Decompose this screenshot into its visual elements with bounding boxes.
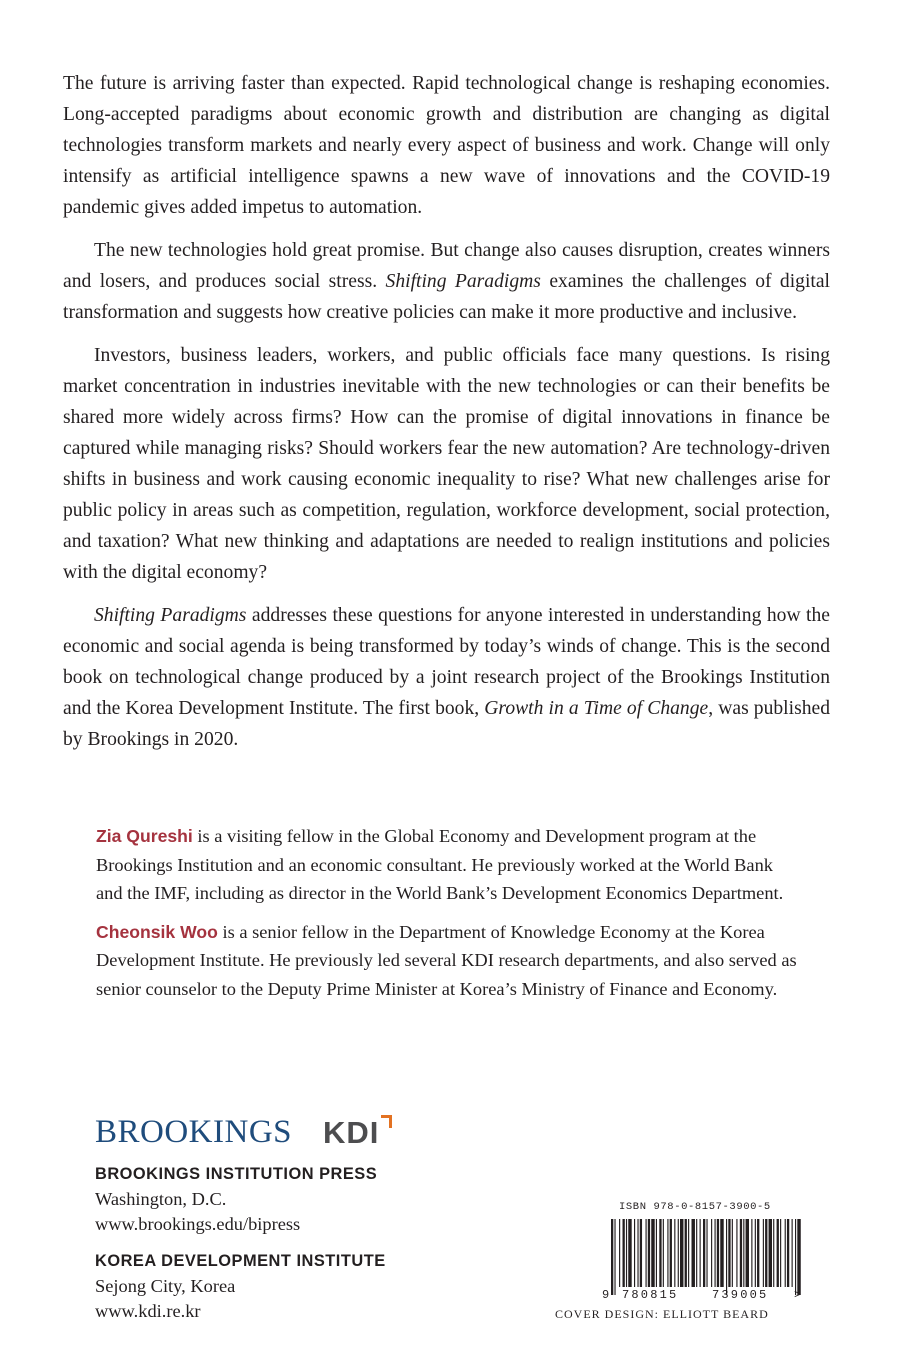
author-name: Zia Qureshi [96, 826, 193, 846]
barcode-bar [787, 1219, 789, 1287]
barcode-bar [670, 1219, 672, 1287]
barcode-bar [780, 1219, 781, 1287]
barcode-bar [651, 1219, 654, 1287]
barcode-bar [728, 1219, 730, 1287]
barcode-bar [692, 1219, 695, 1287]
barcode [611, 1219, 801, 1295]
publisher-brookings [95, 1162, 377, 1237]
barcode-bar [797, 1219, 800, 1295]
blurb-paragraph-3: Investors, business leaders, workers, and public officials face many questions. Is rising market concentration in industries inevitable with the new technologies or can their benefits be shared more widely across firms? How can the promise of digital innovations in finance be captured while managing risks? Should workers fear the new automation? Are technology-driven shifts in business and work causing economic inequality to rise? What new challenges arise for public policy in areas such as competition, regulation, workforce development, social protection, and taxation? What new thinking and adaptations are needed to realign institutions and policies with the digital economy? [63, 345, 830, 583]
barcode-bar [688, 1219, 689, 1287]
barcode-bar [715, 1219, 716, 1287]
barcode-bar [755, 1219, 756, 1287]
barcode-bar [763, 1219, 764, 1287]
publisher-heading: BROOKINGS INSTITUTION PRESS [95, 1165, 378, 1183]
author-bios [96, 822, 802, 1013]
barcode-bar [663, 1219, 664, 1287]
author-name: Cheonsik Woo [96, 921, 218, 942]
publisher-city: Washington, D.C. [95, 1189, 227, 1209]
kdi-corner-mark-icon [381, 1115, 392, 1128]
barcode-bar [751, 1219, 752, 1287]
barcode-bar [711, 1219, 712, 1287]
publisher-city: Sejong City, Korea [95, 1276, 236, 1296]
author-bio: Zia Qureshi is a visiting fellow in the Global Economy and Development program at the Brookings Institution and an economic consultant. He previously worked at the World Bank and the IMF, including as director in the World Bank’s Development Economics Department. [96, 826, 784, 903]
book-title: Shifting Paradigms [94, 605, 247, 626]
barcode-bar [795, 1219, 796, 1295]
barcode-bar [656, 1219, 657, 1287]
publisher-logos [95, 1112, 435, 1156]
barcode-bar [685, 1219, 687, 1287]
barcode-bar [717, 1219, 719, 1287]
barcode-bar [611, 1219, 613, 1295]
back-cover: The future is arriving faster than expected. Rapid technological change is reshaping economies. Long-accepted paradigms about economic growth and distribution are changing as digital technologies transform markets and nearly every aspect of business and work. Change will only intensify as artificial intelligence spawns a new wave of innovations and the COVID-19 pandemic gives added impetus to automation. The new technologies hold great promise. But change also causes disruption, creates winners and losers, and produces social stress. Shifting Paradigms examines the challenges of digital transformation and suggests how creative policies can make it more productive and inclusive. Investors, business leaders, workers, and public officials face many questions. Is rising market concentration in industries inevitable with the new technologies or can their benefits be shared more widely across firms? How can the promise of digital innovations in finance be captured while managing risks? Should workers fear the new automation? Are technology-driven shifts in business and work causing economic inequality to rise? What new challenges arise for public policy in areas such as competition, regulation, workforce development, social protection, and taxation? What new thinking and adaptations are needed to realign institutions and policies with the digital economy? Shifting Paradigms addresses these questions for anyone interested in understanding how the economic and social agenda is being transformed by today’s winds of change. This is the second book on technological change produced by a joint research project of the Brookings Institution and the Korea Development Institute. The first book, Growth in a Time of Change, was published by Brookings in 2020. Zia Qureshi is a visiting fellow in the Global Economy and Development program at the Brookings Institution and an economic consultant. He previously worked at the World Bank and the IMF, including as director in the World Bank’s Development Economics Department. Cheonsik Woo is a senior fellow in the Department of Knowledge Economy at the Korea Development Institute. He previously led several KDI research departments, and also served as senior counselor to the Deputy Prime Minister at Korea’s Ministry of Finance and Economy. BROOKINGS KDI BROOKINGS INSTITUTION PRESS Washington, D.C. www.brookings.edu/bipress KOREA DEVELOPMENT INSTITUTE Sejong City, Korea www.kdi.re.kr ISBN 978-0-8157-3900-5 9 780815 739005 > COVER DESIGN: ELLIOTT BEARD [0, 0, 907, 1360]
barcode-bar [746, 1219, 749, 1287]
barcode-bar [726, 1219, 727, 1295]
barcode-bar [678, 1219, 679, 1287]
barcode-bar [757, 1219, 759, 1287]
publisher-url: www.kdi.re.kr [95, 1301, 201, 1321]
cover-blurb [63, 68, 830, 767]
barcode-bar [740, 1219, 742, 1287]
publisher-kdi [95, 1249, 386, 1324]
blurb-paragraph-2: The new technologies hold great promise. But change also causes disruption, creates winners and losers, and produces social stress. Shifting Paradigms examines the challenges of digital transformation and suggests how creative policies can make it more productive and inclusive. [63, 240, 830, 323]
book-title: Shifting Paradigms [385, 271, 541, 292]
barcode-bar [785, 1219, 786, 1287]
blurb-paragraph-4: Shifting Paradigms addresses these questions for anyone interested in understanding how the economic and social agenda is being transformed by today’s winds of change. This is the second book on technological change produced by a joint research project of the Brookings Institution and the Korea Development Institute. The first book, Growth in a Time of Change, was published by Brookings in 2020. [63, 605, 830, 750]
barcode-bar [773, 1219, 774, 1287]
barcode-bar [736, 1219, 737, 1287]
barcode-bar [720, 1219, 723, 1287]
kdi-logo: KDI [323, 1112, 379, 1154]
barcode-bar [614, 1219, 615, 1295]
barcode-bar [626, 1219, 627, 1287]
barcode-bar [640, 1219, 642, 1287]
barcode-bar [792, 1219, 793, 1287]
barcode-bar [700, 1219, 701, 1287]
barcode-bar [732, 1219, 733, 1287]
barcode-bar [765, 1219, 767, 1287]
barcode-bar [743, 1219, 744, 1287]
barcode-bar [674, 1219, 675, 1287]
barcode-bar [648, 1219, 650, 1287]
publisher-url: www.brookings.edu/bipress [95, 1214, 301, 1234]
publisher-heading: KOREA DEVELOPMENT INSTITUTE [95, 1252, 386, 1270]
barcode-bar [646, 1219, 647, 1287]
barcode-bar [628, 1219, 631, 1287]
barcode-bar [637, 1219, 638, 1287]
brookings-logo: BROOKINGS [95, 1114, 293, 1150]
isbn-label: ISBN 978-0-8157-3900-5 [619, 1201, 771, 1213]
barcode-bar [623, 1219, 625, 1287]
barcode-bar [703, 1219, 705, 1287]
barcode-bar [659, 1219, 661, 1287]
barcode-bar [777, 1219, 779, 1287]
barcode-bar [769, 1219, 772, 1287]
barcode-bar [667, 1219, 668, 1287]
cover-design-credit: COVER DESIGN: ELLIOTT BEARD [555, 1307, 769, 1321]
barcode-bar [706, 1219, 707, 1287]
barcode-bar [680, 1219, 683, 1287]
barcode-bar [634, 1219, 635, 1287]
barcode-bar [619, 1219, 620, 1287]
previous-book-title: Growth in a Time of Change [484, 698, 709, 719]
blurb-paragraph-1: The future is arriving faster than expected. Rapid technological change is reshaping economies. Long-accepted paradigms about economic growth and distribution are changing as digital technologies transform markets and nearly every aspect of business and work. Change will only intensify as artificial intelligence spawns a new wave of innovations and the COVID-19 pandemic gives added impetus to automation. [63, 73, 830, 218]
barcode-bar [696, 1219, 697, 1287]
author-bio: Cheonsik Woo is a senior fellow in the Department of Knowledge Economy at the Korea Development Institute. He previously led several KDI research departments, and also served as senior counselor to the Deputy Prime Minister at Korea’s Ministry of Finance and Economy. [96, 921, 797, 999]
